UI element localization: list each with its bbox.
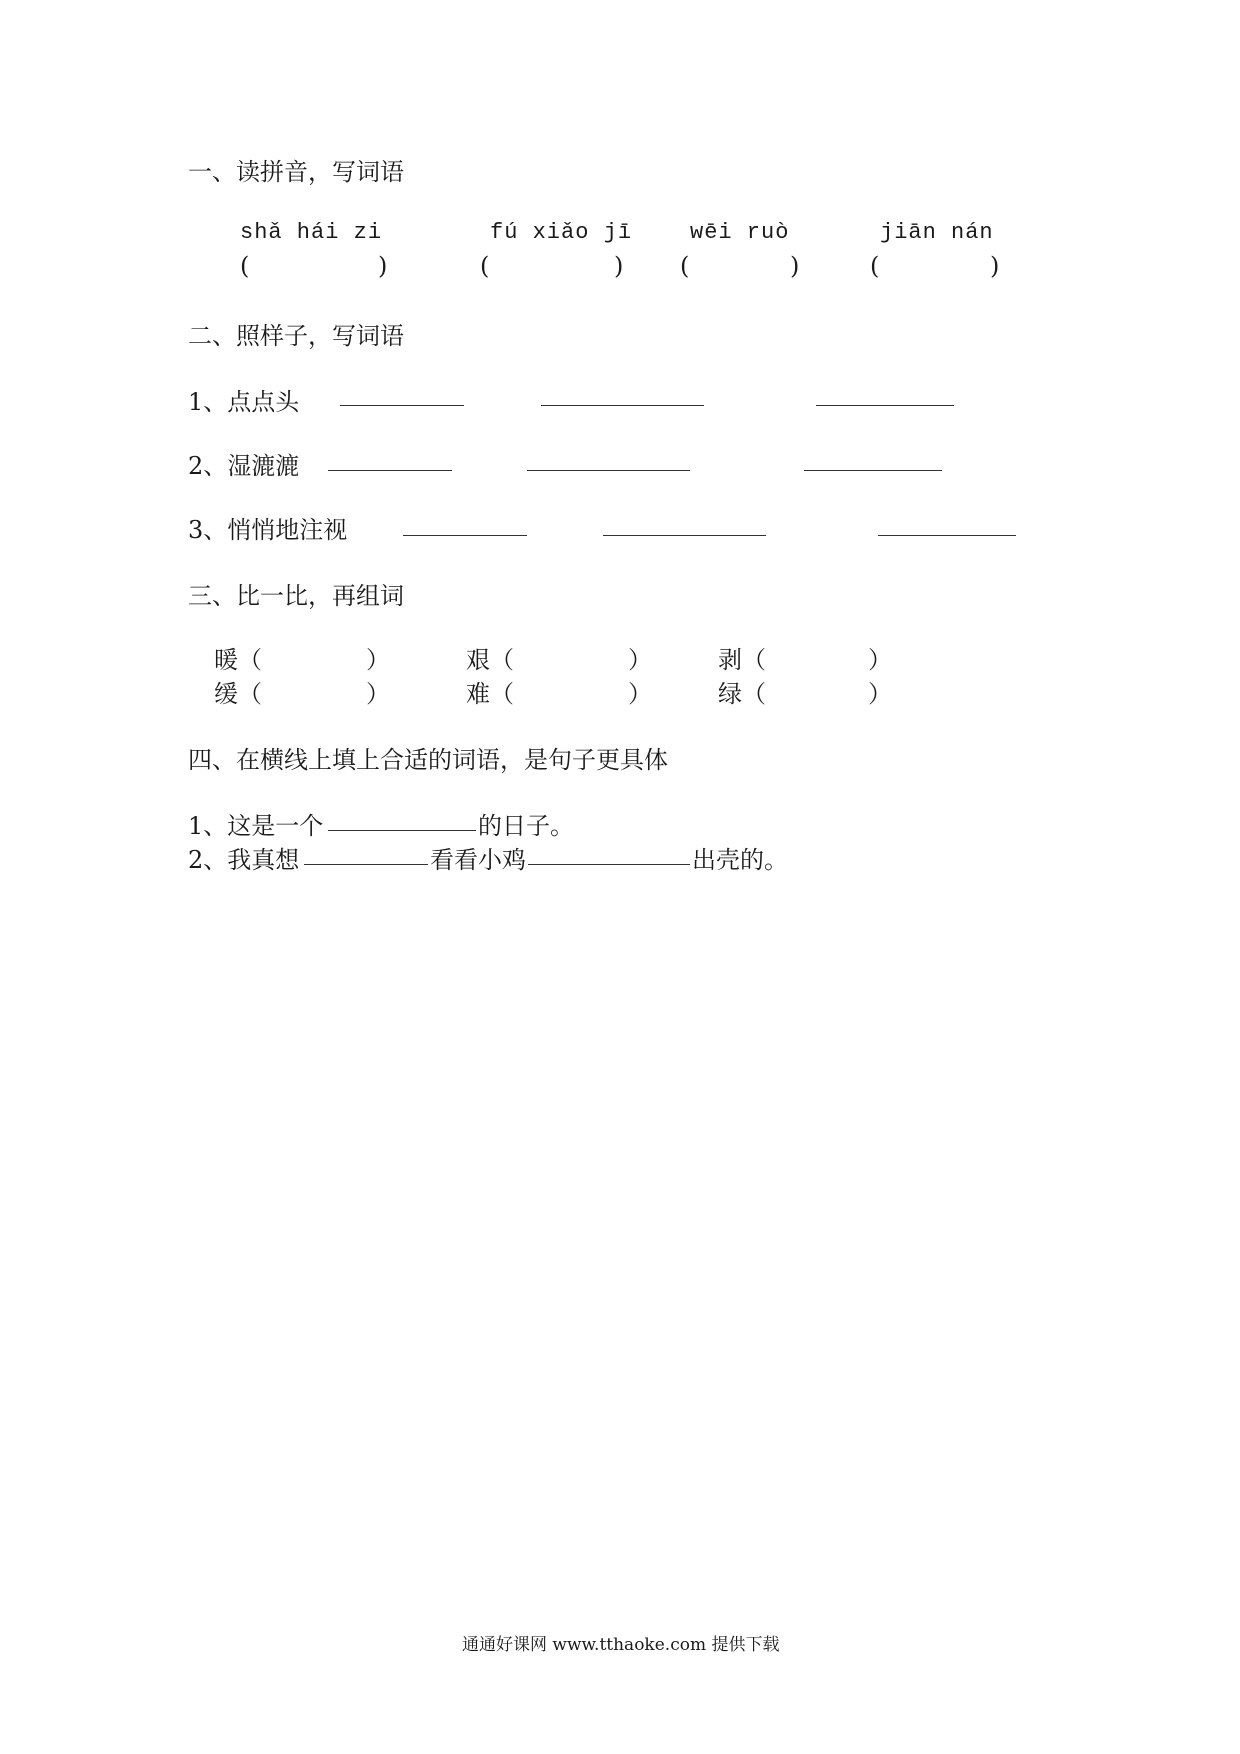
answer-line	[527, 470, 690, 471]
answer-line	[340, 405, 464, 406]
pinyin-4: jiān nán	[880, 220, 994, 245]
pinyin-3: wēi ruò	[690, 220, 790, 245]
section-2-heading: 二、照样子，写词语	[188, 322, 404, 350]
sentence-1-prefix: 1、这是一个	[188, 812, 324, 840]
answer-paren-close-2: )	[614, 252, 624, 280]
answer-line	[816, 405, 954, 406]
answer-line	[328, 830, 476, 831]
answer-line	[304, 864, 428, 865]
section-3-heading: 三、比一比，再组词	[188, 582, 404, 610]
pinyin-1: shǎ hái zi	[240, 220, 383, 245]
paren-close: ）	[628, 680, 652, 708]
answer-line	[603, 535, 766, 536]
answer-paren-close-4: )	[990, 252, 1000, 280]
compare-char-1: 暖	[214, 646, 238, 674]
answer-line	[541, 405, 704, 406]
paren-open: （	[238, 680, 262, 708]
paren-open: （	[742, 646, 766, 674]
paren-open: （	[238, 646, 262, 674]
answer-line	[804, 470, 942, 471]
section-4-heading: 四、在横线上填上合适的词语，是句子更具体	[188, 746, 668, 774]
example-item-2: 2、湿漉漉	[188, 452, 300, 480]
paren-open: （	[742, 680, 766, 708]
paren-close: ）	[366, 680, 390, 708]
example-item-3: 3、悄悄地注视	[188, 516, 348, 544]
compare-char-4: 缓	[214, 680, 238, 708]
pinyin-2: fú xiǎo jī	[490, 220, 633, 245]
paren-close: ）	[366, 646, 390, 674]
answer-paren-close-1: )	[378, 252, 388, 280]
footer-credit: 通通好课网 www.tthaoke.com 提供下载	[462, 1635, 780, 1655]
compare-char-6: 绿	[718, 680, 742, 708]
answer-line	[528, 864, 690, 865]
sentence-2-suffix: 出壳的。	[692, 846, 788, 874]
answer-line	[403, 535, 527, 536]
compare-char-5: 难	[466, 680, 490, 708]
paren-open: （	[490, 680, 514, 708]
compare-char-3: 剥	[718, 646, 742, 674]
paren-close: ）	[868, 680, 892, 708]
paren-open: （	[490, 646, 514, 674]
answer-paren-open-3: (	[680, 252, 690, 280]
compare-char-2: 艰	[466, 646, 490, 674]
answer-line	[328, 470, 452, 471]
sentence-2-mid: 看看小鸡	[430, 846, 526, 874]
answer-paren-open-1: (	[240, 252, 250, 280]
answer-paren-close-3: )	[790, 252, 800, 280]
sentence-1-suffix: 的日子。	[478, 812, 574, 840]
section-1-heading: 一、读拼音，写词语	[188, 158, 404, 186]
answer-paren-open-4: (	[870, 252, 880, 280]
paren-close: ）	[868, 646, 892, 674]
answer-line	[878, 535, 1016, 536]
example-item-1: 1、点点头	[188, 388, 300, 416]
paren-close: ）	[628, 646, 652, 674]
sentence-2-prefix: 2、我真想	[188, 846, 300, 874]
answer-paren-open-2: (	[480, 252, 490, 280]
